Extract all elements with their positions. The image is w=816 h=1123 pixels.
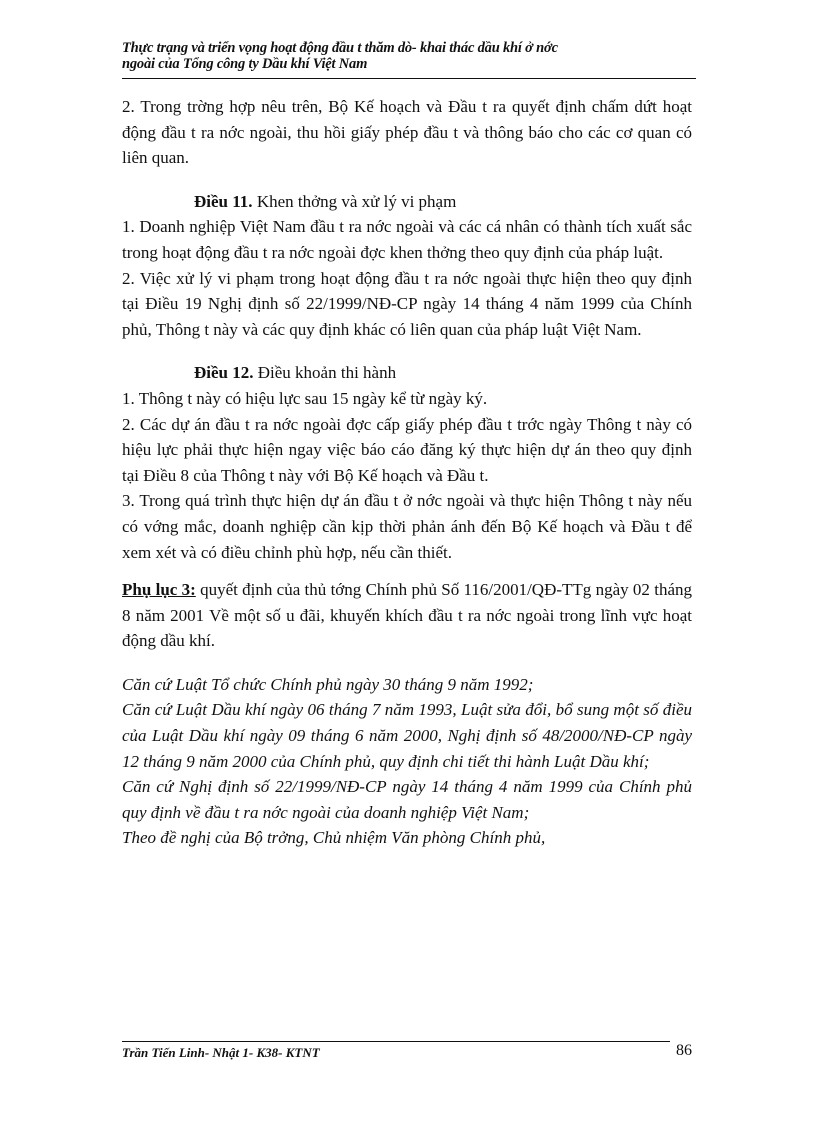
running-header: [122, 40, 696, 72]
article-12-clause-1: 1. Thông t này có hiệu lực sau 15 ngày kể từ ngày ký.: [122, 388, 488, 408]
appendix-3-text: quyết định của thủ tớng Chính phủ Số 116/2001/QĐ-TTg ngày 02 tháng 8 năm 2001 Về một số u đãi, khuyến khích đầu t ra nớc ngoài trong lĩnh vực hoạt động dầu khí.: [122, 580, 692, 651]
legal-basis-3: Căn cứ Nghị định số 22/1999/NĐ-CP ngày 14 tháng 4 năm 1999 của Chính phủ quy định về đầu t ra nớc ngoài của doanh nghiệp Việt Nam;: [122, 777, 692, 822]
article-11-label: Điều 11.: [194, 191, 253, 211]
article-11-title: Khen thởng và xử lý vi phạm: [252, 191, 457, 211]
header-line-1: Thực trạng và triển vọng hoạt động đầu t thăm dò- khai thác dầu khí ở nớc: [122, 40, 558, 56]
article-12-heading: [122, 360, 692, 386]
article-11-clause-2: 2. Việc xử lý vi phạm trong hoạt động đầu t ra nớc ngoài thực hiện theo quy định tại Điều 19 Nghị định số 22/1999/NĐ-CP ngày 14 tháng 4 năm 1999 của Chính phủ, Thông t này và các quy định khác có liên quan của pháp luật Việt Nam.: [122, 268, 692, 339]
document-body: [122, 94, 692, 851]
article-12-clause-3: 3. Trong quá trình thực hiện dự án đầu t ở nớc ngoài và thực hiện Thông t này nếu có vớng mắc, doanh nghiệp cần kịp thời phản ánh đến Bộ Kế hoạch và Đầu t để xem xét và có điều chỉnh phù hợp, nếu cần thiết.: [122, 491, 692, 562]
legal-basis-4: Theo đề nghị của Bộ trởng, Chủ nhiệm Văn phòng Chính phủ,: [122, 828, 546, 848]
appendix-3-label: Phụ lục 3:: [122, 580, 196, 600]
header-line-2: ngoài của Tổng công ty Dầu khí Việt Nam: [122, 56, 368, 72]
article-11-clause-1: 1. Doanh nghiệp Việt Nam đầu t ra nớc ngoài và các cá nhân có thành tích xuất sắc trong hoạt động đầu t ra nớc ngoài đợc khen thởng theo quy định của pháp luật.: [122, 217, 692, 262]
article-12-title: Điều khoản thi hành: [253, 363, 397, 383]
header-rule: [122, 78, 696, 79]
legal-basis-2: Căn cứ Luật Dầu khí ngày 06 tháng 7 năm 1993, Luật sửa đổi, bổ sung một số điều của Luật Dầu khí ngày 09 tháng 6 năm 2000, Nghị định số 48/2000/NĐ-CP ngày 12 tháng 9 năm 2000 của Chính phủ, quy định chi tiết thi hành Luật Dầu khí;: [122, 700, 692, 771]
article-12-label: Điều 12.: [194, 363, 254, 383]
footer-author: Trần Tiến Linh- Nhật 1- K38- KTNT: [122, 1045, 320, 1060]
appendix-3-paragraph: [122, 577, 692, 654]
footer-rule: [122, 1041, 670, 1042]
legal-basis-1: Căn cứ Luật Tổ chức Chính phủ ngày 30 tháng 9 năm 1992;: [122, 674, 534, 694]
article-12-clause-2: 2. Các dự án đầu t ra nớc ngoài đợc cấp giấy phép đầu t trớc ngày Thông t này có hiệu lực phải thực hiện ngay việc báo cáo đăng ký thực hiện dự án theo quy định tại Điều 8 của Thông t này với Bộ Kế hoạch và Đầu t.: [122, 414, 692, 485]
paragraph-termination: 2. Trong trờng hợp nêu trên, Bộ Kế hoạch và Đầu t ra quyết định chấm dứt hoạt động đầu t ra nớc ngoài, thu hồi giấy phép đầu t và thông báo cho các cơ quan có liên quan.: [122, 97, 692, 168]
article-11-heading: [122, 189, 692, 215]
page-number: 86: [676, 1042, 692, 1059]
legal-basis-block: [122, 672, 692, 851]
